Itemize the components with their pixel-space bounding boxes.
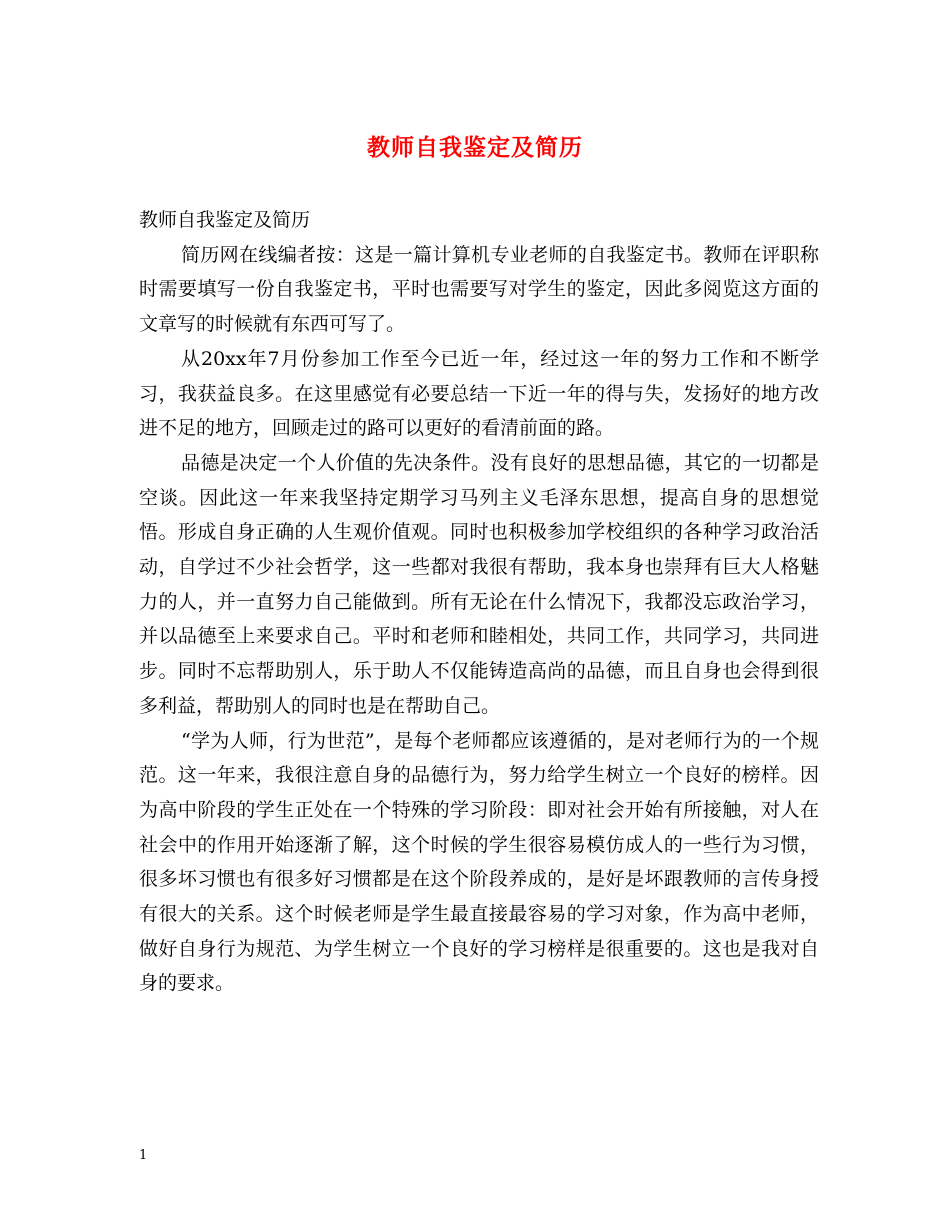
document-body: [139, 203, 819, 1001]
role-model-paragraph: “学为人师，行为世范”，是每个老师都应该遵循的，是对老师行为的一个规范。这一年来，我很注意自身的品德行为，努力给学生树立一个良好的榜样。因为高中阶段的学生正处在一个特殊的学习阶段：即对社会开始有所接触，对人在社会中的作用开始逐渐了解，这个时候的学生很容易模仿成人的一些行为习惯，很多坏习惯也有很多好习惯都是在这个阶段养成的，是好是坏跟教师的言传身授有很大的关系。这个时候老师是学生最直接最容易的学习对象，作为高中老师，做好自身行为规范、为学生树立一个良好的学习榜样是很重要的。这也是我对自身的要求。: [139, 729, 819, 995]
moral-character-paragraph: 品德是决定一个人价值的先决条件。没有良好的思想品德，其它的一切都是空谈。因此这一年来我坚持定期学习马列主义毛泽东思想，提高自身的思想觉悟。形成自身正确的人生观价值观。同时也积极参加学校组织的各种学习政治活动，自学过不少社会哲学，这一些都对我很有帮助，我本身也崇拜有巨大人格魅力的人，并一直努力自己能做到。所有无论在什么情况下，我都没忘政治学习，并以品德至上来要求自己。平时和老师和睦相处，共同工作，共同学习，共同进步。同时不忘帮助别人，乐于助人不仅能铸造高尚的品德，而且自身也会得到很多利益，帮助别人的同时也是在帮助自己。: [139, 451, 819, 717]
editor-note-paragraph: 简历网在线编者按：这是一篇计算机专业老师的自我鉴定书。教师在评职称时需要填写一份自我鉴定书，平时也需要写对学生的鉴定，因此多阅览这方面的文章写的时候就有东西可写了。: [139, 243, 819, 336]
subtitle-paragraph: 教师自我鉴定及简历: [139, 209, 311, 231]
document-title: 教师自我鉴定及简历: [367, 134, 583, 161]
page-number: 1: [139, 1148, 148, 1163]
work-summary-paragraph: 从20xx年7月份参加工作至今已近一年，经过这一年的努力工作和不断学习，我获益良多。在这里感觉有必要总结一下近一年的得与失，发扬好的地方改进不足的地方，回顾走过的路可以更好的看清前面的路。: [139, 347, 819, 440]
